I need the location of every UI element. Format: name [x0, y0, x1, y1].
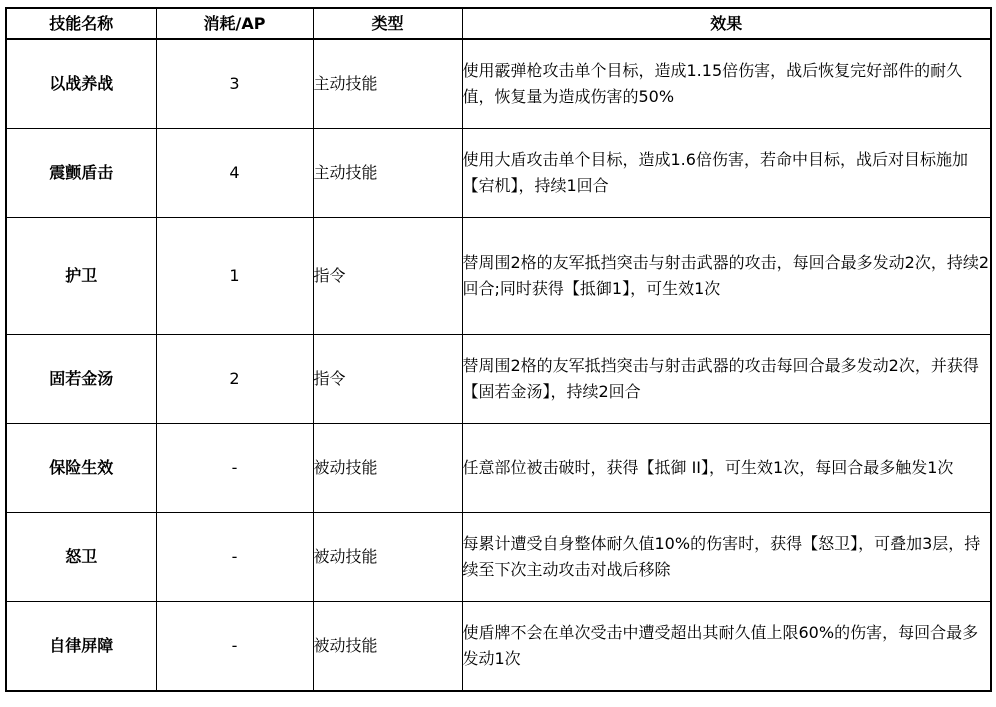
table-row — [6, 129, 991, 218]
table-row — [6, 513, 991, 602]
header-cost: 消耗/AP — [156, 8, 313, 39]
skill-type: 被动技能 — [313, 513, 462, 602]
skill-name: 保险生效 — [6, 424, 156, 513]
header-effect: 效果 — [462, 8, 991, 39]
skill-cost: 2 — [156, 335, 313, 424]
skill-type: 被动技能 — [313, 602, 462, 692]
skill-type: 被动技能 — [313, 424, 462, 513]
table-row — [6, 335, 991, 424]
skill-type: 主动技能 — [313, 129, 462, 218]
skill-table-container — [5, 7, 992, 692]
skill-cost: - — [156, 602, 313, 692]
skill-cost: 1 — [156, 218, 313, 335]
skill-name: 怒卫 — [6, 513, 156, 602]
skill-effect: 使盾牌不会在单次受击中遭受超出其耐久值上限60%的伤害，每回合最多发动1次 — [462, 602, 991, 692]
skill-effect: 使用霰弹枪攻击单个目标，造成1.15倍伤害，战后恢复完好部件的耐久值，恢复量为造成伤害的50% — [462, 39, 991, 129]
skill-cost: 3 — [156, 39, 313, 129]
skill-name: 以战养战 — [6, 39, 156, 129]
skill-effect: 替周围2格的友军抵挡突击与射击武器的攻击，每回合最多发动2次，持续2回合;同时获得【抵御1】，可生效1次 — [462, 218, 991, 335]
skill-cost: 4 — [156, 129, 313, 218]
skill-cost: - — [156, 424, 313, 513]
skill-table — [5, 7, 992, 692]
skill-effect: 任意部位被击破时，获得【抵御 II】，可生效1次，每回合最多触发1次 — [462, 424, 991, 513]
skill-effect: 替周围2格的友军抵挡突击与射击武器的攻击每回合最多发动2次，并获得【固若金汤】，持续2回合 — [462, 335, 991, 424]
header-skill-name: 技能名称 — [6, 8, 156, 39]
table-row — [6, 424, 991, 513]
table-row — [6, 602, 991, 692]
skill-effect: 每累计遭受自身整体耐久值10%的伤害时，获得【怒卫】，可叠加3层，持续至下次主动攻击对战后移除 — [462, 513, 991, 602]
skill-name: 护卫 — [6, 218, 156, 335]
skill-type: 指令 — [313, 335, 462, 424]
skill-name: 震颤盾击 — [6, 129, 156, 218]
skill-type: 指令 — [313, 218, 462, 335]
table-row — [6, 218, 991, 335]
header-type: 类型 — [313, 8, 462, 39]
skill-type: 主动技能 — [313, 39, 462, 129]
skill-name: 固若金汤 — [6, 335, 156, 424]
skill-effect: 使用大盾攻击单个目标，造成1.6倍伤害，若命中目标，战后对目标施加【宕机】，持续1回合 — [462, 129, 991, 218]
skill-name: 自律屏障 — [6, 602, 156, 692]
table-row — [6, 39, 991, 129]
skill-cost: - — [156, 513, 313, 602]
table-header-row — [6, 8, 991, 39]
